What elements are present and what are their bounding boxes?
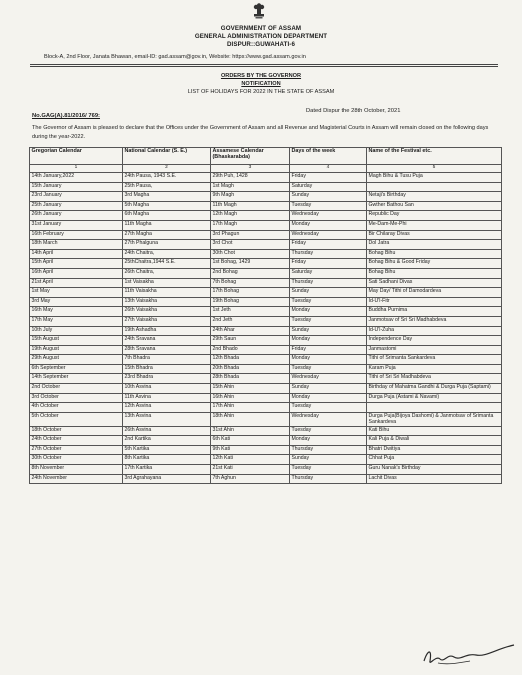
- weekday-cell: Monday: [290, 336, 367, 346]
- table-row: [30, 201, 502, 211]
- weekday-cell: Wednesday: [290, 211, 367, 221]
- assamese-date-cell: 2nd Bohag: [211, 268, 290, 278]
- assamese-date-cell: 12th Magh: [211, 211, 290, 221]
- gregorian-date-cell: 30th October: [30, 455, 123, 465]
- gregorian-date-cell: 16th May: [30, 307, 123, 317]
- table-row: [30, 192, 502, 202]
- festival-name-cell: Magh Bihu & Tusu Puja: [367, 173, 502, 183]
- weekday-cell: Friday: [290, 240, 367, 250]
- national-date-cell: 6th Magha: [123, 211, 211, 221]
- table-row: [30, 249, 502, 259]
- place-title: DISPUR::GUWAHATI-6: [226, 41, 296, 48]
- festival-name-cell: Tithi of Sri Sri Madhabdeva: [367, 374, 502, 384]
- weekday-cell: Tuesday: [290, 297, 367, 307]
- table-row: [30, 355, 502, 365]
- festival-name-cell: Sati Sadhani Divas: [367, 278, 502, 288]
- gregorian-date-cell: 21st April: [30, 278, 123, 288]
- assamese-date-cell: 31st Ahin: [211, 426, 290, 436]
- weekday-cell: Monday: [290, 355, 367, 365]
- gregorian-date-cell: 14th April: [30, 249, 123, 259]
- table-row: [30, 307, 502, 317]
- table-row: [30, 230, 502, 240]
- gregorian-date-cell: 6th September: [30, 364, 123, 374]
- table-header-row: [30, 148, 502, 165]
- gregorian-date-cell: 16th April: [30, 268, 123, 278]
- festival-name-cell: Republic Day: [367, 211, 502, 221]
- gregorian-date-cell: 1st May: [30, 288, 123, 298]
- header-divider: [30, 64, 498, 65]
- table-row: [30, 412, 502, 426]
- table-row: [30, 384, 502, 394]
- column-index-row: [30, 165, 502, 173]
- festival-name-cell: Birthday of Mahatma Gandhi & Durga Puja (Saptami): [367, 384, 502, 394]
- assamese-date-cell: 17th Magh: [211, 220, 290, 230]
- national-date-cell: 26th Vaisakha: [123, 307, 211, 317]
- festival-name-cell: Durga Puja(Bijoya Dashomi) & Janmotsav of Srimanta Sankardeva: [367, 412, 502, 426]
- festival-name-cell: Guru Nanak's Birthday: [367, 465, 502, 475]
- festival-name-cell: Gwther Bathou San: [367, 201, 502, 211]
- festival-name-cell: [367, 403, 502, 413]
- weekday-cell: Monday: [290, 393, 367, 403]
- festival-name-cell: Tithi of Srimanta Sankardeva: [367, 355, 502, 365]
- national-date-cell: 24th Pausa, 1943 S.E.: [123, 173, 211, 183]
- table-row: [30, 220, 502, 230]
- national-date-cell: 11th Magha: [123, 220, 211, 230]
- festival-name-cell: Durga Puja (Astami & Navami): [367, 393, 502, 403]
- festival-name-cell: Lachit Divas: [367, 474, 502, 484]
- national-date-cell: 13th Asvina: [123, 412, 211, 426]
- national-date-cell: 27th Magha: [123, 230, 211, 240]
- gregorian-date-cell: 15th April: [30, 259, 123, 269]
- assamese-date-cell: 24th Ahar: [211, 326, 290, 336]
- festival-name-cell: Janmotsav of Sri Sri Madhabdeva: [367, 316, 502, 326]
- header-gregorian: Gregorian Calendar: [30, 148, 123, 165]
- weekday-cell: Wednesday: [290, 412, 367, 426]
- assamese-date-cell: 21st Kati: [211, 465, 290, 475]
- table-row: [30, 240, 502, 250]
- table-row: [30, 316, 502, 326]
- weekday-cell: Saturday: [290, 182, 367, 192]
- weekday-cell: Monday: [290, 307, 367, 317]
- weekday-cell: Wednesday: [290, 230, 367, 240]
- festival-name-cell: Independence Day: [367, 336, 502, 346]
- national-date-cell: 25thChaitra,1944 S.E.: [123, 259, 211, 269]
- festival-name-cell: May Day/ Tithi of Damodardeva: [367, 288, 502, 298]
- header-national: National Calendar (S. E.): [123, 148, 211, 165]
- gregorian-date-cell: 3rd May: [30, 297, 123, 307]
- header-festival: Name of the Festival etc.: [367, 148, 502, 165]
- table-row: [30, 465, 502, 475]
- weekday-cell: Sunday: [290, 288, 367, 298]
- gregorian-date-cell: 23rd January: [30, 192, 123, 202]
- assamese-date-cell: 9th Magh: [211, 192, 290, 202]
- festival-name-cell: Bhatri Dwitiya: [367, 445, 502, 455]
- weekday-cell: Sunday: [290, 326, 367, 336]
- national-date-cell: 5th Magha: [123, 201, 211, 211]
- weekday-cell: Tuesday: [290, 465, 367, 475]
- gregorian-date-cell: 15th August: [30, 336, 123, 346]
- national-date-cell: 2nd Kartika: [123, 436, 211, 446]
- table-row: [30, 211, 502, 221]
- table-row: [30, 474, 502, 484]
- national-emblem-icon: [252, 3, 266, 20]
- table-row: [30, 278, 502, 288]
- header-assamese: Assamese Calendar (Bhaskarabda): [211, 148, 290, 165]
- festival-name-cell: Karam Puja: [367, 364, 502, 374]
- gregorian-date-cell: 8th November: [30, 465, 123, 475]
- festival-name-cell: Chhat Puja: [367, 455, 502, 465]
- assamese-date-cell: 17th Ahin: [211, 403, 290, 413]
- festival-name-cell: Bir Chilaray Divas: [367, 230, 502, 240]
- national-date-cell: 12th Asvina: [123, 403, 211, 413]
- table-row: [30, 182, 502, 192]
- header-divider-2: [30, 66, 498, 67]
- festival-name-cell: Netaji's Birthday: [367, 192, 502, 202]
- assamese-date-cell: 18th Ahin: [211, 412, 290, 426]
- header-day: Days of the week: [290, 148, 367, 165]
- national-date-cell: 23rd Bhadra: [123, 374, 211, 384]
- table-row: [30, 297, 502, 307]
- weekday-cell: Friday: [290, 345, 367, 355]
- national-date-cell: 1st Vaisakha: [123, 278, 211, 288]
- national-date-cell: 11th Vaisakha: [123, 288, 211, 298]
- gregorian-date-cell: 2nd October: [30, 384, 123, 394]
- table-row: [30, 403, 502, 413]
- assamese-date-cell: 1st Magh: [211, 182, 290, 192]
- weekday-cell: Wednesday: [290, 374, 367, 384]
- gregorian-date-cell: 3rd October: [30, 393, 123, 403]
- weekday-cell: Sunday: [290, 192, 367, 202]
- table-row: [30, 445, 502, 455]
- gregorian-date-cell: 4th October: [30, 403, 123, 413]
- assamese-date-cell: 7th Aghun: [211, 474, 290, 484]
- index-cell: 2: [123, 165, 211, 173]
- signature-mark: [418, 641, 518, 669]
- assamese-date-cell: 28th Bhada: [211, 374, 290, 384]
- assamese-date-cell: 9th Kati: [211, 445, 290, 455]
- weekday-cell: Thursday: [290, 249, 367, 259]
- index-cell: 3: [211, 165, 290, 173]
- table-row: [30, 173, 502, 183]
- festival-name-cell: Bohag Bihu: [367, 268, 502, 278]
- national-date-cell: 28th Sravana: [123, 345, 211, 355]
- festival-name-cell: Bohag Bihu: [367, 249, 502, 259]
- table-row: [30, 345, 502, 355]
- holiday-table: [29, 147, 502, 484]
- national-date-cell: 5th Kartika: [123, 445, 211, 455]
- national-date-cell: 3rd Agrahayana: [123, 474, 211, 484]
- festival-name-cell: Kati Bihu: [367, 426, 502, 436]
- gregorian-date-cell: 16th February: [30, 230, 123, 240]
- table-row: [30, 336, 502, 346]
- festival-name-cell: [367, 182, 502, 192]
- assamese-date-cell: 3rd Phagun: [211, 230, 290, 240]
- assamese-date-cell: 29th Puh, 1428: [211, 173, 290, 183]
- address-line: Block-A, 2nd Floor, Janata Bhawan, email-ID: gad.assam@gov.in, Website: https://www.gad.assam.gov.in: [44, 54, 306, 60]
- national-date-cell: 26th Chaitra,: [123, 268, 211, 278]
- weekday-cell: Friday: [290, 173, 367, 183]
- assamese-date-cell: 30th Chot: [211, 249, 290, 259]
- national-date-cell: 3rd Magha: [123, 192, 211, 202]
- table-row: [30, 426, 502, 436]
- festival-name-cell: Janmastomi: [367, 345, 502, 355]
- weekday-cell: Tuesday: [290, 426, 367, 436]
- assamese-date-cell: 3rd Chot: [211, 240, 290, 250]
- table-row: [30, 326, 502, 336]
- weekday-cell: Tuesday: [290, 316, 367, 326]
- gregorian-date-cell: 14th January,2022: [30, 173, 123, 183]
- weekday-cell: Sunday: [290, 455, 367, 465]
- assamese-date-cell: 1st Jeth: [211, 307, 290, 317]
- order-heading: ORDERS BY THE GOVERNOR: [220, 73, 302, 79]
- gregorian-date-cell: 24th November: [30, 474, 123, 484]
- national-date-cell: 7th Bhadra: [123, 355, 211, 365]
- festival-name-cell: Id-U'l-Zuha: [367, 326, 502, 336]
- national-date-cell: 25th Pausa,: [123, 182, 211, 192]
- gregorian-date-cell: 10th July: [30, 326, 123, 336]
- gregorian-date-cell: 18th October: [30, 426, 123, 436]
- table-row: [30, 374, 502, 384]
- national-date-cell: 24th Sravana: [123, 336, 211, 346]
- weekday-cell: Saturday: [290, 268, 367, 278]
- gregorian-date-cell: 27th October: [30, 445, 123, 455]
- assamese-date-cell: 16th Ahin: [211, 393, 290, 403]
- assamese-date-cell: 7th Bohag: [211, 278, 290, 288]
- festival-name-cell: Kali Puja & Diwali: [367, 436, 502, 446]
- assamese-date-cell: 6th Kati: [211, 436, 290, 446]
- assamese-date-cell: 12th Bhada: [211, 355, 290, 365]
- assamese-date-cell: 2nd Jeth: [211, 316, 290, 326]
- national-date-cell: 27th Phalguna: [123, 240, 211, 250]
- weekday-cell: Tuesday: [290, 403, 367, 413]
- festival-name-cell: Bohag Bihu & Good Friday: [367, 259, 502, 269]
- table-row: [30, 364, 502, 374]
- national-date-cell: 15th Bhadra: [123, 364, 211, 374]
- index-cell: 1: [30, 165, 123, 173]
- assamese-date-cell: 1st Bohag, 1429: [211, 259, 290, 269]
- table-row: [30, 393, 502, 403]
- gregorian-date-cell: 29th August: [30, 355, 123, 365]
- gregorian-date-cell: 5th October: [30, 412, 123, 426]
- gregorian-date-cell: 17th May: [30, 316, 123, 326]
- gregorian-date-cell: 26th January: [30, 211, 123, 221]
- list-heading: LIST OF HOLIDAYS FOR 2022 IN THE STATE OF ASSAM: [187, 89, 335, 95]
- weekday-cell: Monday: [290, 436, 367, 446]
- national-date-cell: 13th Vaisakha: [123, 297, 211, 307]
- table-row: [30, 268, 502, 278]
- weekday-cell: Thursday: [290, 474, 367, 484]
- assamese-date-cell: 15th Ahin: [211, 384, 290, 394]
- gregorian-date-cell: 15th January: [30, 182, 123, 192]
- weekday-cell: Monday: [290, 220, 367, 230]
- weekday-cell: Tuesday: [290, 201, 367, 211]
- gregorian-date-cell: 18th March: [30, 240, 123, 250]
- festival-name-cell: Me-Dam-Me-Phi: [367, 220, 502, 230]
- notification-date: Dated Dispur the 28th October, 2021: [306, 108, 401, 114]
- national-date-cell: 11th Asvina: [123, 393, 211, 403]
- weekday-cell: Tuesday: [290, 364, 367, 374]
- table-row: [30, 455, 502, 465]
- national-date-cell: 27th Vaisakha: [123, 316, 211, 326]
- index-cell: 5: [367, 165, 502, 173]
- national-date-cell: 19th Ashadha: [123, 326, 211, 336]
- table-row: [30, 436, 502, 446]
- weekday-cell: Thursday: [290, 445, 367, 455]
- assamese-date-cell: 2nd Bhado: [211, 345, 290, 355]
- assamese-date-cell: 12th Kati: [211, 455, 290, 465]
- gregorian-date-cell: 25th January: [30, 201, 123, 211]
- gregorian-date-cell: 19th August: [30, 345, 123, 355]
- index-cell: 4: [290, 165, 367, 173]
- notification-heading: NOTIFICATION: [241, 81, 281, 87]
- assamese-date-cell: 19th Bohag: [211, 297, 290, 307]
- weekday-cell: Thursday: [290, 278, 367, 288]
- notification-paragraph: The Governor of Assam is pleased to declare that the Offices under the Government of Assam and all Revenue and Magisterial Courts in Assam will remain closed on the following days during the year-2022.: [32, 125, 489, 140]
- festival-name-cell: Id-U'l-Fitr: [367, 297, 502, 307]
- festival-name-cell: Buddha Purnima: [367, 307, 502, 317]
- national-date-cell: 26th Asvina: [123, 426, 211, 436]
- festival-name-cell: Dol Jatra: [367, 240, 502, 250]
- reference-number: No.GAG(A).81/2016/ 769:: [32, 113, 100, 119]
- national-date-cell: 24th Chaitra,: [123, 249, 211, 259]
- assamese-date-cell: 11th Magh: [211, 201, 290, 211]
- table-row: [30, 259, 502, 269]
- assamese-date-cell: 20th Bhada: [211, 364, 290, 374]
- gregorian-date-cell: 24th October: [30, 436, 123, 446]
- government-title: GOVERNMENT OF ASSAM: [220, 25, 302, 32]
- assamese-date-cell: 29th Saun: [211, 336, 290, 346]
- weekday-cell: Friday: [290, 259, 367, 269]
- national-date-cell: 10th Asvina: [123, 384, 211, 394]
- gregorian-date-cell: 31st January: [30, 220, 123, 230]
- table-row: [30, 288, 502, 298]
- department-title: GENERAL ADMINISTRATION DEPARTMENT: [194, 33, 328, 40]
- national-date-cell: 8th Kartika: [123, 455, 211, 465]
- national-date-cell: 17th Kartika: [123, 465, 211, 475]
- gregorian-date-cell: 14th September: [30, 374, 123, 384]
- assamese-date-cell: 17th Bohag: [211, 288, 290, 298]
- weekday-cell: Sunday: [290, 384, 367, 394]
